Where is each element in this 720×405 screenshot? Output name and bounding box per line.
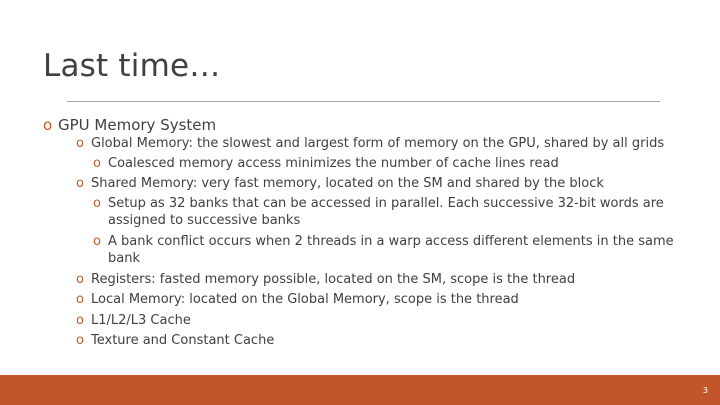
slide-title: Last time… xyxy=(43,48,221,84)
bullet-banks-line1: Setup as 32 banks that can be accessed in parallel. Each successive 32-bit words are xyxy=(108,196,664,211)
bullet-marker: o xyxy=(76,292,84,307)
bullet-gpu-memory-system: GPU Memory System xyxy=(58,116,217,134)
bullet-bank-conflict-line1: A bank conflict occurs when 2 threads in a warp access different elements in the same xyxy=(108,234,674,249)
bullet-marker: o xyxy=(76,313,84,328)
bullet-marker: o xyxy=(93,196,101,211)
bullet-bank-conflict-line2: bank xyxy=(108,251,140,266)
bullet-marker: o xyxy=(76,136,84,151)
bullet-marker: o xyxy=(76,272,84,287)
bullet-banks-line2: assigned to successive banks xyxy=(108,213,301,228)
bullet-marker: o xyxy=(43,116,53,134)
bullet-marker: o xyxy=(93,234,101,249)
bullet-texture-constant-cache: Texture and Constant Cache xyxy=(91,333,275,348)
footer-bar xyxy=(0,375,720,405)
bullet-cache: L1/L2/L3 Cache xyxy=(91,313,191,328)
bullet-global-memory: Global Memory: the slowest and largest form of memory on the GPU, shared by all grids xyxy=(91,136,665,151)
bullet-registers: Registers: fasted memory possible, located on the SM, scope is the thread xyxy=(91,272,576,287)
bullet-marker: o xyxy=(76,333,84,348)
bullet-local-memory: Local Memory: located on the Global Memory, scope is the thread xyxy=(91,292,519,307)
page-number: 3 xyxy=(702,386,708,395)
bullet-shared-memory: Shared Memory: very fast memory, located on the SM and shared by the block xyxy=(91,176,604,191)
bullet-marker: o xyxy=(76,176,84,191)
title-divider xyxy=(67,101,660,102)
bullet-marker: o xyxy=(93,156,101,171)
bullet-coalesced-access: Coalesced memory access minimizes the number of cache lines read xyxy=(108,156,559,171)
